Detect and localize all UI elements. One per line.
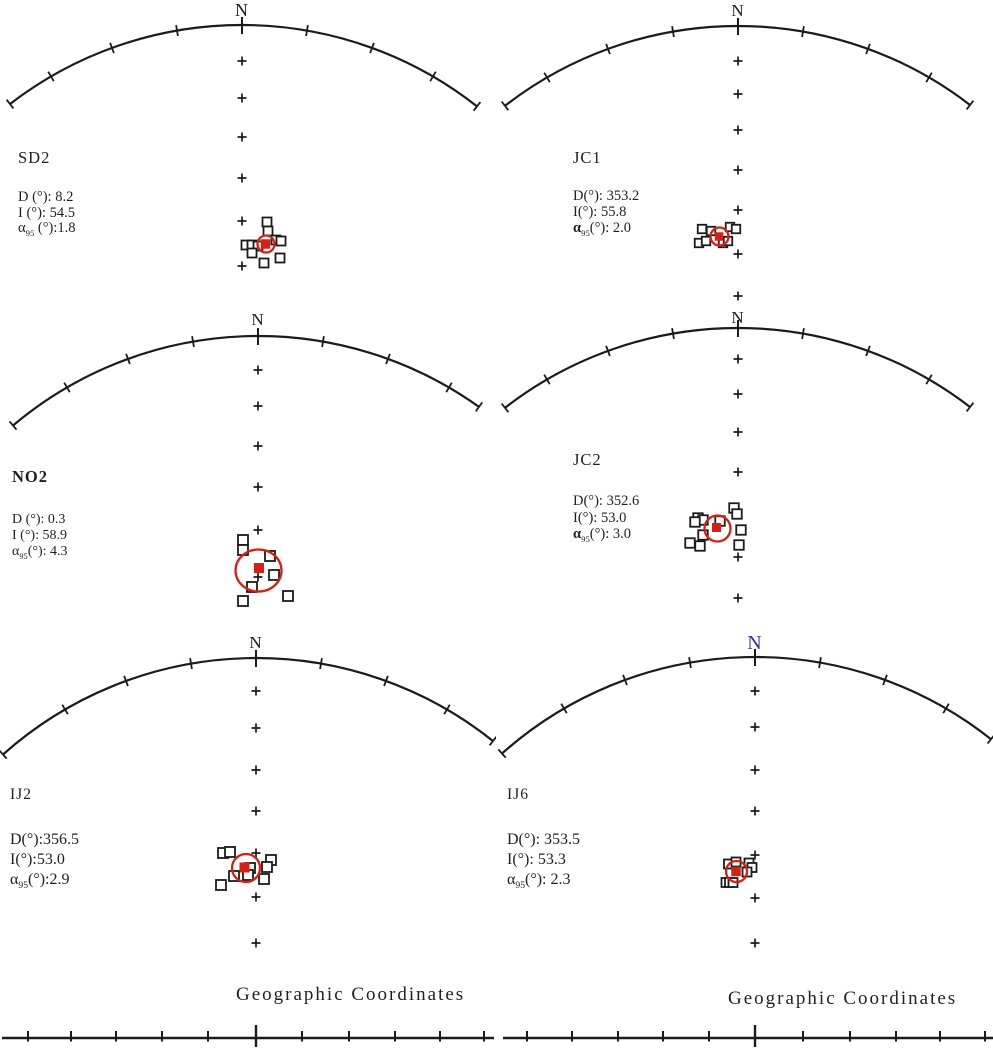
inclination-plus-mark xyxy=(751,894,760,903)
stereonet-panel-jc1 xyxy=(497,0,993,310)
inclination-plus-mark xyxy=(252,807,261,816)
stat-line: D (°): 0.3 xyxy=(12,512,66,527)
sample-direction-square xyxy=(732,509,742,519)
inclination-plus-mark xyxy=(734,90,743,99)
alpha-symbol: α xyxy=(507,871,516,888)
mean-direction-marker xyxy=(731,867,741,877)
inclination-plus-mark xyxy=(238,94,247,103)
sample-direction-square xyxy=(702,237,711,246)
azimuth-tick xyxy=(320,658,322,669)
north-label: N xyxy=(249,633,263,652)
coordinate-system-caption: Geographic Coordinates xyxy=(728,988,958,1009)
stat-line xyxy=(10,871,69,892)
azimuth-tick xyxy=(672,26,674,37)
sample-direction-square xyxy=(269,570,279,580)
sample-direction-square xyxy=(736,525,746,535)
inclination-plus-mark xyxy=(238,217,247,226)
sample-direction-square xyxy=(263,218,272,227)
stat-value-text: (°): 3.0 xyxy=(589,526,632,542)
stat-value-text: (°): 2.0 xyxy=(589,220,632,236)
sample-direction-square xyxy=(260,259,269,268)
north-label: N xyxy=(747,632,763,654)
inclination-plus-mark xyxy=(252,766,261,775)
stat-line: D(°): 352.6 xyxy=(573,493,640,509)
azimuth-tick xyxy=(476,402,482,411)
stereonet-panel-ij2 xyxy=(0,620,496,1050)
sample-direction-square xyxy=(225,847,235,857)
horizon-arc xyxy=(10,25,477,106)
inclination-plus-mark xyxy=(734,594,743,603)
site-label: IJ2 xyxy=(10,786,32,803)
inclination-plus-mark xyxy=(238,262,247,271)
azimuth-tick xyxy=(802,26,804,37)
horizon-arc xyxy=(13,336,479,425)
sample-direction-square xyxy=(262,862,272,872)
stereonet-canvas xyxy=(0,300,496,622)
alpha-subscript: 95 xyxy=(581,533,590,544)
mean-direction-marker xyxy=(261,239,271,249)
sample-direction-square xyxy=(698,225,707,234)
stereonet-canvas xyxy=(0,0,496,310)
inclination-plus-mark xyxy=(254,402,263,411)
azimuth-tick xyxy=(689,657,691,668)
stat-line xyxy=(12,544,68,561)
azimuth-tick xyxy=(819,657,821,668)
alpha-symbol: α xyxy=(10,871,19,888)
inclination-plus-mark xyxy=(751,807,760,816)
azimuth-tick xyxy=(672,328,674,339)
alpha-symbol: α xyxy=(573,220,582,236)
stereonet-panel-ij6 xyxy=(497,620,993,1050)
stat-line: I(°): 55.8 xyxy=(573,204,627,220)
stat-line: D(°):356.5 xyxy=(10,831,80,848)
inclination-plus-mark xyxy=(734,206,743,215)
sample-direction-square xyxy=(259,874,269,884)
sample-direction-square xyxy=(734,540,744,550)
stat-value-text: (°):2.9 xyxy=(27,871,70,888)
mean-direction-marker xyxy=(712,523,721,532)
stat-value-text: (°): 4.3 xyxy=(27,544,68,559)
site-label: JC1 xyxy=(573,148,602,167)
stat-line: D(°): 353.2 xyxy=(573,188,640,204)
azimuth-tick xyxy=(802,328,804,339)
inclination-plus-mark xyxy=(238,174,247,183)
azimuth-tick xyxy=(192,336,194,347)
stat-line: I(°): 53.0 xyxy=(573,509,627,526)
stereonet-canvas xyxy=(497,0,993,310)
mean-direction-marker xyxy=(240,863,250,873)
inclination-plus-mark xyxy=(254,573,263,582)
horizon-arc xyxy=(502,657,991,753)
inclination-plus-mark xyxy=(734,126,743,135)
sample-direction-square xyxy=(276,254,285,263)
stat-line: D(°): 353.5 xyxy=(507,831,581,848)
inclination-plus-mark xyxy=(751,939,760,948)
azimuth-tick xyxy=(306,25,308,36)
mean-direction-marker xyxy=(254,563,264,573)
inclination-plus-mark xyxy=(751,723,760,732)
sample-direction-square xyxy=(216,880,226,890)
alpha-symbol: α xyxy=(12,544,20,559)
mean-direction-marker xyxy=(715,232,724,241)
inclination-plus-mark xyxy=(734,250,743,259)
alpha-subscript: 95 xyxy=(515,880,525,892)
alpha-subscript: 95 xyxy=(19,551,28,561)
inclination-plus-mark xyxy=(252,724,261,733)
stereonet-panel-no2 xyxy=(0,300,496,622)
site-label: SD2 xyxy=(18,148,51,167)
inclination-plus-mark xyxy=(238,133,247,142)
inclination-plus-mark xyxy=(751,766,760,775)
inclination-plus-mark xyxy=(734,57,743,66)
inclination-plus-mark xyxy=(734,468,743,477)
alpha-symbol: α xyxy=(18,220,26,236)
alpha-symbol: α xyxy=(573,526,582,542)
inclination-plus-mark xyxy=(734,355,743,364)
sample-direction-square xyxy=(732,225,741,234)
alpha-subscript: 95 xyxy=(18,880,28,892)
stereonet-canvas xyxy=(497,300,993,622)
sample-direction-square xyxy=(248,249,257,258)
sample-direction-square xyxy=(277,237,286,246)
inclination-plus-mark xyxy=(734,428,743,437)
stereonet-panel-sd2 xyxy=(0,0,496,310)
sample-direction-square xyxy=(695,541,705,551)
sample-direction-square xyxy=(238,596,248,606)
stereonet-panel-jc2 xyxy=(497,300,993,622)
inclination-plus-mark xyxy=(252,687,261,696)
inclination-plus-mark xyxy=(254,442,263,451)
inclination-plus-mark xyxy=(751,687,760,696)
stat-line xyxy=(573,221,631,238)
inclination-plus-mark xyxy=(734,553,743,562)
azimuth-tick xyxy=(190,658,192,669)
inclination-plus-mark xyxy=(252,939,261,948)
azimuth-tick xyxy=(322,336,324,347)
north-label: N xyxy=(251,310,265,329)
stat-line: I (°): 58.9 xyxy=(12,528,67,543)
sample-direction-square xyxy=(685,538,695,548)
site-label: NO2 xyxy=(12,467,48,486)
inclination-plus-mark xyxy=(254,526,263,535)
inclination-plus-mark xyxy=(252,893,261,902)
stat-value-text: (°): 2.3 xyxy=(524,871,571,888)
inclination-plus-mark xyxy=(734,390,743,399)
site-label: JC2 xyxy=(573,450,602,469)
north-label: N xyxy=(731,1,745,20)
alpha-subscript: 95 xyxy=(25,227,35,238)
stat-line: I(°):53.0 xyxy=(10,851,65,868)
stat-line xyxy=(18,221,76,238)
inclination-plus-mark xyxy=(734,166,743,175)
azimuth-tick xyxy=(176,25,178,36)
inclination-plus-mark xyxy=(254,366,263,375)
alpha-subscript: 95 xyxy=(581,227,590,238)
coordinate-system-caption: Geographic Coordinates xyxy=(236,984,466,1005)
sample-direction-square xyxy=(283,591,293,601)
stat-line xyxy=(507,871,570,892)
inclination-plus-mark xyxy=(238,57,247,66)
sample-direction-square xyxy=(690,517,700,527)
north-label: N xyxy=(235,0,249,20)
inclination-plus-mark xyxy=(254,483,263,492)
stat-line: I(°): 53.3 xyxy=(507,851,566,868)
sample-direction-square xyxy=(238,535,248,545)
stat-line: I (°): 54.5 xyxy=(18,204,75,221)
sample-direction-square xyxy=(264,227,273,236)
stat-line: D (°): 8.2 xyxy=(18,189,74,205)
north-label: N xyxy=(731,308,745,327)
horizon-arc xyxy=(3,658,493,754)
site-label: IJ6 xyxy=(507,786,529,803)
stat-value-text: (°):1.8 xyxy=(34,220,76,236)
stat-line xyxy=(573,527,631,544)
